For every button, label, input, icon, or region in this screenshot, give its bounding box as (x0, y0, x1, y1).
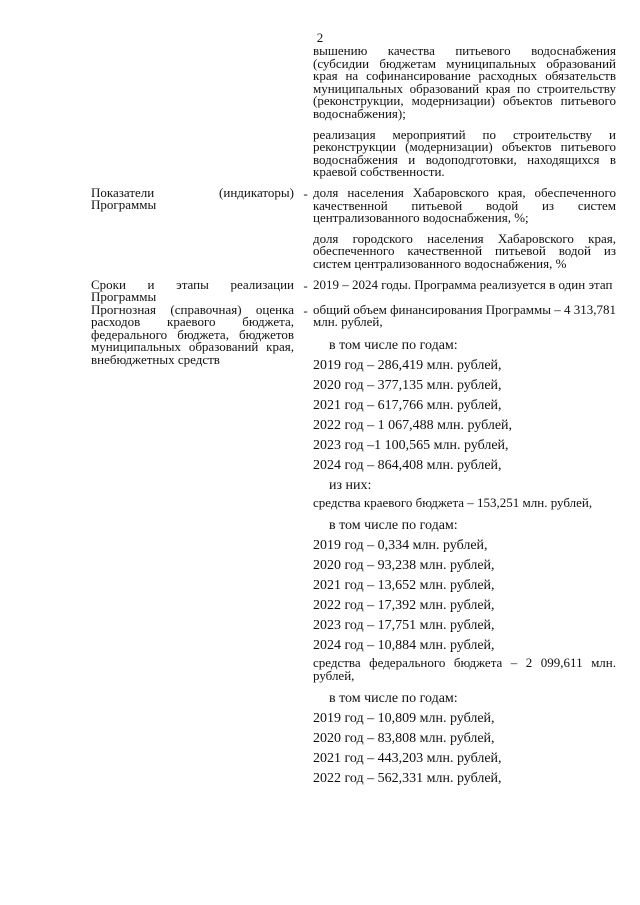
section-values (313, 184, 616, 279)
section-terms (91, 276, 616, 304)
section-dash (298, 45, 313, 187)
value-subheading: из них: (329, 477, 372, 493)
section-dash: - (303, 277, 308, 293)
value-line: 2020 год – 83,808 млн. рублей, (313, 731, 495, 747)
value-line: 2019 год – 10,809 млн. рублей, (313, 711, 495, 727)
value-line: 2019 год – 286,419 млн. рублей, (313, 357, 502, 373)
section-dash: - (303, 185, 308, 201)
value-line: 2024 год – 864,408 млн. рублей, (313, 457, 502, 473)
value-paragraph: средства краевого бюджета – 153,251 млн. рублей, (313, 494, 593, 510)
section-values (313, 276, 616, 304)
value-line: 2024 год – 10,884 млн. рублей, (313, 638, 495, 654)
value-line: 2021 год – 617,766 млн. рублей, (313, 397, 502, 413)
section-financing (91, 301, 616, 791)
section-dash: - (303, 302, 308, 318)
page-number: 2 (316, 30, 324, 45)
value-line: 2020 год – 377,135 млн. рублей, (313, 377, 502, 393)
value-paragraph: средства федерального бюджета – 2 099,611 млн. рублей, (313, 655, 616, 683)
value-subheading: в том числе по годам: (329, 337, 458, 353)
value-paragraph: общий объем финансирования Программы – 4 313,781 млн. рублей, (313, 301, 616, 330)
section-indicators (91, 184, 616, 279)
value-line: 2019 год – 0,334 млн. рублей, (313, 538, 488, 554)
value-paragraph: реализация мероприятий по строительству и реконструкции (модернизации) объектов питьевого водоснабжения и водоподготовки, находящихся в краевой собственности. (313, 126, 616, 180)
value-line: 2022 год – 1 067,488 млн. рублей, (313, 417, 513, 433)
value-subheading: в том числе по годам: (329, 691, 458, 707)
value-line: 2023 год – 17,751 млн. рублей, (313, 618, 495, 634)
value-line: 2022 год – 17,392 млн. рублей, (313, 598, 495, 614)
value-line: 2021 год – 443,203 млн. рублей, (313, 751, 502, 767)
section-label: Прогнозная (справочная) оценка расходов краевого бюджета, федерального бюджета, бюджетов муниципальных образований края, внебюджетных средств (91, 301, 294, 367)
section-values (313, 301, 616, 791)
value-line: 2022 год – 562,331 млн. рублей, (313, 771, 502, 787)
value-line: 2023 год –1 100,565 млн. рублей, (313, 437, 509, 453)
section-label: Сроки и этапы реализации Программы (91, 276, 294, 304)
section-values (313, 45, 616, 187)
value-paragraph: вышению качества питьевого водоснабжения (субсидии бюджетам муниципальных образований края на софинансирование расходных обязательств муниципальных образований края по строительству (реконструкции, модернизации) объектов питьевого водоснабжения); (313, 43, 616, 121)
value-line: 2020 год – 93,238 млн. рублей, (313, 558, 495, 574)
passport-table (91, 45, 616, 790)
section-continuation (91, 45, 616, 187)
value-line: 2021 год – 13,652 млн. рублей, (313, 578, 495, 594)
section-label: Показатели (индикаторы) Программы (91, 184, 294, 213)
value-paragraph: доля населения Хабаровского края, обеспеченного качественной питьевой водой из систем централизованного водоснабжения, %; (313, 184, 616, 226)
value-subheading: в том числе по годам: (329, 518, 458, 534)
value-paragraph: 2019 – 2024 годы. Программа реализуется в один этап (313, 276, 613, 292)
section-label (91, 45, 298, 187)
value-paragraph: доля городского населения Хабаровского края, обеспеченного качественной питьевой водой из систем централизованного водоснабжения, % (313, 230, 616, 271)
